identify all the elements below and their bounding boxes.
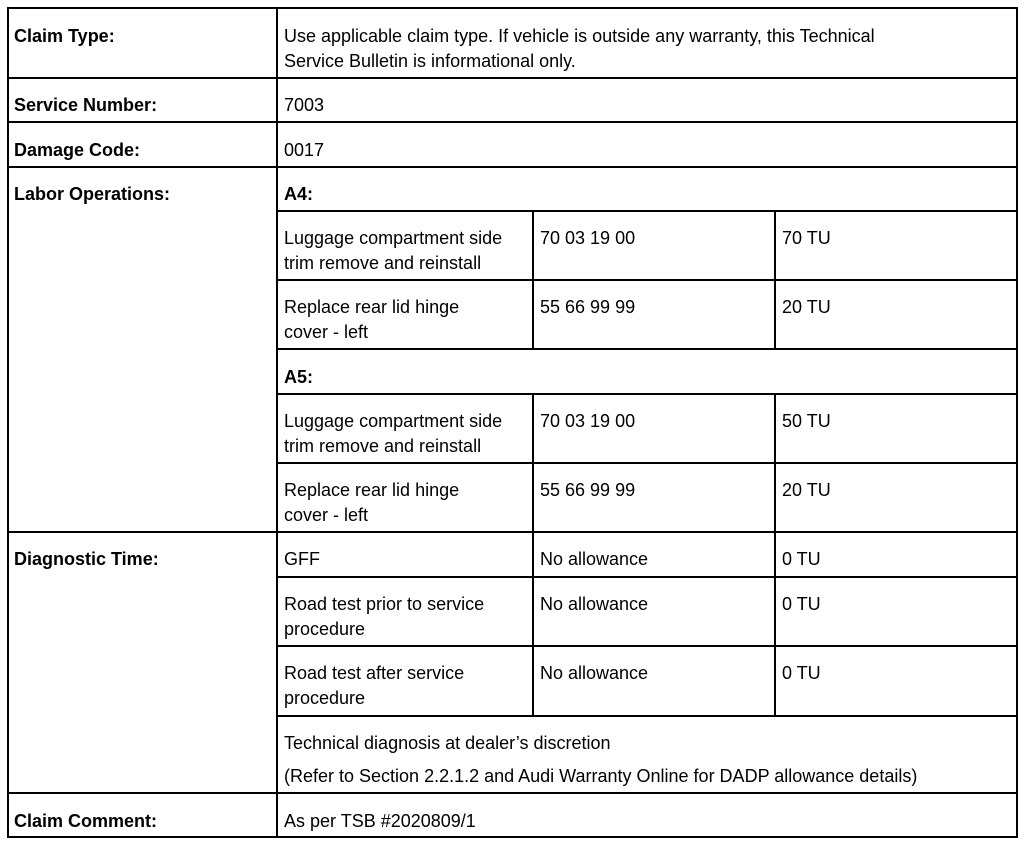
row-divider xyxy=(277,715,1018,717)
diagnostic-item-description: procedure xyxy=(284,688,366,708)
column-divider xyxy=(774,393,776,532)
labor-op-description: cover - left xyxy=(284,322,369,342)
labor-op-description: trim remove and reinstall xyxy=(284,253,482,273)
labor-op-description: Luggage compartment side xyxy=(284,411,503,431)
diagnostic-item-allowance: No allowance xyxy=(540,663,649,683)
labor-op-description: Luggage compartment side xyxy=(284,228,503,248)
table-border-right xyxy=(1016,7,1018,838)
labor-op-description: Replace rear lid hinge xyxy=(284,297,460,317)
table-border-left xyxy=(7,7,9,838)
damage-code-value: 0017 xyxy=(284,140,325,160)
labor-op-code: 70 03 19 00 xyxy=(540,411,636,431)
labor-op-description: trim remove and reinstall xyxy=(284,436,482,456)
claim-type-label: Claim Type: xyxy=(14,26,115,46)
row-divider xyxy=(277,393,1018,395)
labor-op-code: 55 66 99 99 xyxy=(540,297,636,317)
column-divider xyxy=(774,210,776,349)
row-divider xyxy=(277,645,1018,647)
diagnostic-item-description: Road test prior to service xyxy=(284,594,485,614)
claim-type-value-line2: Service Bulletin is informational only. xyxy=(284,51,576,71)
diagnostic-item-description: Road test after service xyxy=(284,663,465,683)
labor-op-code: 55 66 99 99 xyxy=(540,480,636,500)
row-divider xyxy=(277,462,1018,464)
diagnostic-item-time: 0 TU xyxy=(782,663,821,683)
labor-op-time: 20 TU xyxy=(782,297,831,317)
labor-op-time: 50 TU xyxy=(782,411,831,431)
diagnostic-item-time: 0 TU xyxy=(782,549,821,569)
claim-comment-value: As per TSB #2020809/1 xyxy=(284,811,476,831)
column-divider xyxy=(774,531,776,716)
labor-operations-label: Labor Operations: xyxy=(14,184,171,204)
labor-op-time: 70 TU xyxy=(782,228,831,248)
diagnostic-time-label: Diagnostic Time: xyxy=(14,549,159,569)
diagnostic-item-description: procedure xyxy=(284,619,366,639)
diagnostic-item-allowance: No allowance xyxy=(540,549,649,569)
diagnostic-item-allowance: No allowance xyxy=(540,594,649,614)
labor-op-description: Replace rear lid hinge xyxy=(284,480,460,500)
row-divider xyxy=(7,792,1018,794)
model-a5-heading: A5: xyxy=(284,367,314,387)
row-divider xyxy=(277,348,1018,350)
labor-op-time: 20 TU xyxy=(782,480,831,500)
model-a4-heading: A4: xyxy=(284,184,314,204)
table-border-bottom xyxy=(7,836,1018,838)
row-divider xyxy=(277,210,1018,212)
service-number-label: Service Number: xyxy=(14,95,158,115)
diagnostic-note: Technical diagnosis at dealer’s discretion xyxy=(284,733,611,753)
column-divider xyxy=(276,7,278,838)
column-divider xyxy=(532,531,534,716)
diagnostic-item-description: GFF xyxy=(284,549,320,569)
table-border-top xyxy=(7,7,1018,9)
service-number-value: 7003 xyxy=(284,95,325,115)
column-divider xyxy=(532,210,534,349)
row-divider xyxy=(277,279,1018,281)
row-divider xyxy=(7,166,1018,168)
column-divider xyxy=(532,393,534,532)
diagnostic-note-reference: (Refer to Section 2.2.1.2 and Audi Warranty Online for DADP allowance details) xyxy=(284,766,918,786)
claim-type-value-line1: Use applicable claim type. If vehicle is outside any warranty, this Technical xyxy=(284,26,875,46)
claim-comment-label: Claim Comment: xyxy=(14,811,158,831)
labor-op-description: cover - left xyxy=(284,505,369,525)
row-divider xyxy=(7,531,1018,533)
damage-code-label: Damage Code: xyxy=(14,140,141,160)
row-divider xyxy=(277,576,1018,578)
labor-op-code: 70 03 19 00 xyxy=(540,228,636,248)
diagnostic-item-time: 0 TU xyxy=(782,594,821,614)
row-divider xyxy=(7,77,1018,79)
row-divider xyxy=(7,121,1018,123)
